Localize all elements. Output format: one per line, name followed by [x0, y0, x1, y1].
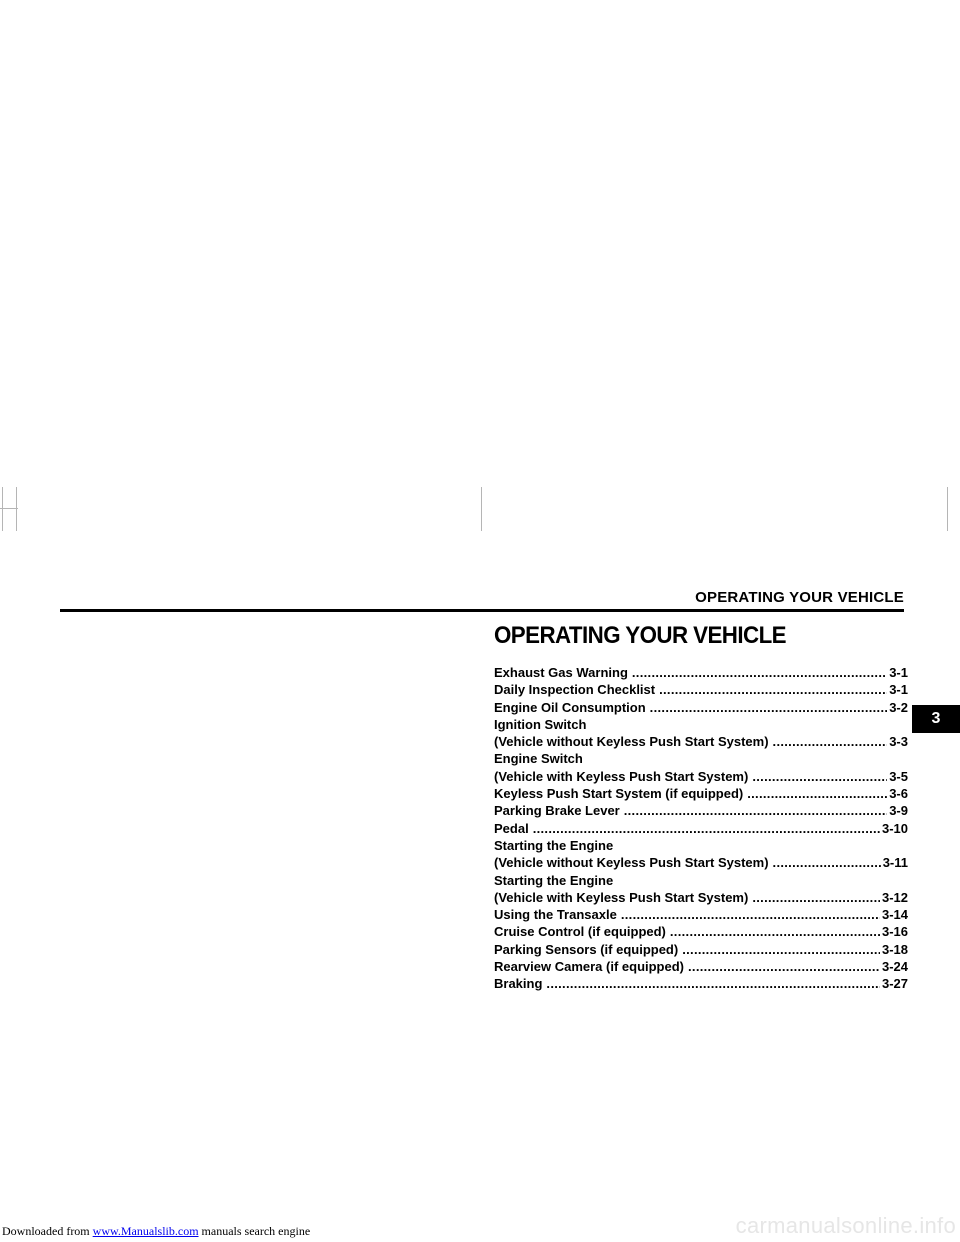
footer-prefix: Downloaded from [2, 1224, 93, 1238]
toc-leader-dots [682, 941, 880, 958]
table-of-contents [494, 664, 908, 993]
toc-entry-text: Engine Oil Consumption [494, 699, 646, 715]
toc-entry [494, 681, 908, 698]
toc-entry-page: 3-2 [889, 699, 908, 715]
toc-leader-dots [752, 768, 887, 785]
toc-entry-text: Exhaust Gas Warning [494, 665, 628, 680]
toc-entry-text: (Vehicle without Keyless Push Start System) [494, 734, 769, 750]
toc-entry-page: 3-12 [881, 889, 908, 905]
toc-entry-text: (Vehicle with Keyless Push Start System) [494, 768, 749, 784]
toc-entry-page: 3-27 [881, 976, 908, 992]
manualslib-link[interactable]: www.Manualslib.com [92, 1224, 199, 1238]
toc-entry-page: 3-6 [889, 786, 908, 802]
toc-entry [494, 958, 908, 975]
toc-entry [494, 854, 908, 871]
toc-entry-text: Starting the Engine [494, 837, 614, 853]
toc-entry-page: 3-9 [889, 803, 908, 819]
toc-entry [494, 750, 908, 767]
toc-entry-text: Engine Switch [494, 751, 583, 767]
download-footer [2, 1224, 310, 1239]
toc-entry-page: 3-3 [889, 734, 908, 750]
toc-leader-dots [546, 975, 880, 992]
toc-entry-page: 3-16 [881, 924, 908, 940]
toc-entry [494, 802, 908, 819]
toc-entry [494, 664, 908, 681]
toc-leader-dots [533, 820, 880, 837]
toc-entry [494, 716, 908, 733]
toc-entry-page: 3-1 [889, 682, 908, 698]
toc-entry-text: Daily Inspection Checklist [494, 682, 656, 698]
toc-entry-text: Pedal [494, 820, 529, 836]
header-rule [60, 609, 904, 612]
toc-entry-page: 3-14 [881, 907, 908, 923]
crop-mark [16, 487, 17, 531]
running-header-title: OPERATING YOUR VEHICLE [695, 589, 904, 606]
watermark-text: carmanualsonline.info [735, 1213, 956, 1238]
toc-entry-text: Cruise Control (if equipped) [494, 924, 666, 940]
toc-leader-dots [688, 958, 880, 975]
toc-entry-text: Using the Transaxle [494, 907, 617, 923]
crop-mark [0, 508, 18, 509]
toc-entry-text: Parking Sensors (if equipped) [494, 941, 679, 957]
crop-mark [947, 487, 948, 531]
toc-entry [494, 837, 908, 854]
toc-entry [494, 906, 908, 923]
toc-entry [494, 975, 908, 992]
toc-leader-dots [621, 906, 880, 923]
toc-entry-text: Ignition Switch [494, 716, 587, 732]
toc-entry-page: 3-18 [881, 941, 908, 957]
toc-leader-dots [650, 699, 888, 716]
toc-entry-page: 3-1 [889, 665, 908, 680]
toc-entry-page: 3-5 [889, 768, 908, 784]
toc-entry [494, 733, 908, 750]
toc-entry-text: Parking Brake Lever [494, 803, 620, 819]
crop-mark [2, 487, 3, 531]
toc-leader-dots [773, 854, 881, 871]
toc-entry-page: 3-11 [882, 855, 908, 871]
toc-entry [494, 941, 908, 958]
toc-entry [494, 768, 908, 785]
chapter-title: OPERATING YOUR VEHICLE [494, 622, 786, 649]
toc-leader-dots [624, 802, 887, 819]
toc-entry [494, 889, 908, 906]
toc-entry-text: Starting the Engine [494, 872, 614, 888]
crop-mark [481, 487, 482, 531]
toc-entry [494, 785, 908, 802]
toc-entry-text: (Vehicle with Keyless Push Start System) [494, 889, 749, 905]
toc-entry-page: 3-10 [881, 820, 908, 836]
toc-leader-dots [773, 733, 888, 750]
toc-leader-dots [659, 681, 887, 698]
toc-entry-text: Keyless Push Start System (if equipped) [494, 786, 744, 802]
toc-entry [494, 872, 908, 889]
toc-entry [494, 699, 908, 716]
toc-leader-dots [752, 889, 880, 906]
toc-entry-text: Rearview Camera (if equipped) [494, 959, 684, 975]
chapter-tab-marker: 3 [912, 705, 960, 733]
toc-entry-text: Braking [494, 976, 543, 992]
toc-entry [494, 923, 908, 940]
toc-leader-dots [632, 664, 887, 681]
toc-entry-page: 3-24 [881, 959, 908, 975]
toc-entry [494, 820, 908, 837]
footer-suffix: manuals search engine [198, 1224, 311, 1238]
toc-entry-text: (Vehicle without Keyless Push Start System) [494, 855, 769, 871]
toc-leader-dots [670, 923, 880, 940]
toc-leader-dots [747, 785, 887, 802]
